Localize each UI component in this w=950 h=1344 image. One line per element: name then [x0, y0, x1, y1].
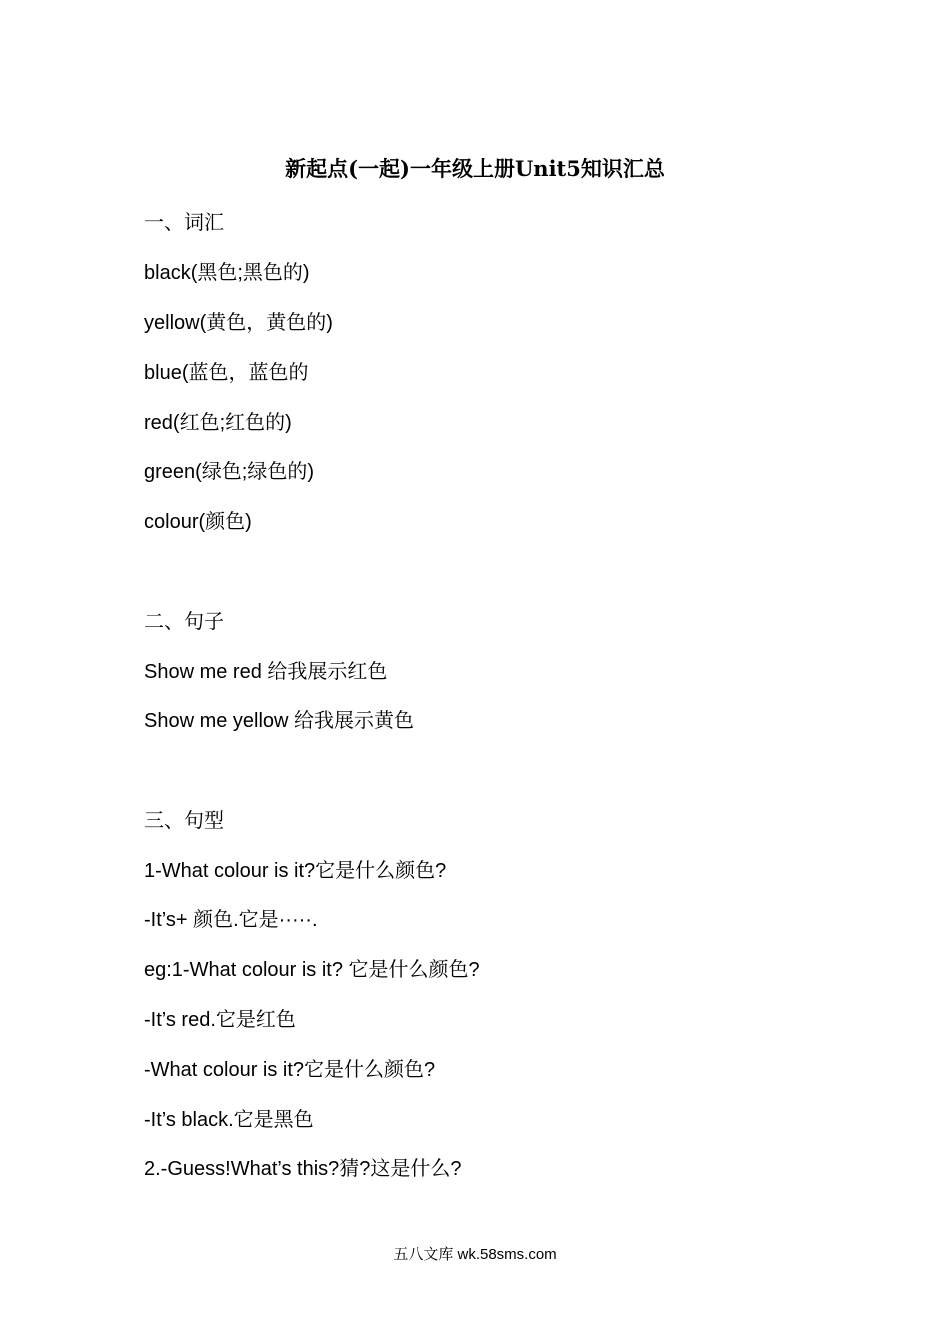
section-heading: 一、词汇	[144, 212, 224, 234]
vocab-line: green(绿色;绿色的)	[144, 461, 315, 483]
vocab-line: yellow(黄色，黄色的)	[144, 312, 333, 334]
document-title: 新起点(一起)一年级上册Unit5知识汇总	[285, 156, 665, 181]
section-heading: 三、句型	[144, 810, 224, 832]
pattern-line: 2.-Guess!What’s this?猜?这是什么?	[144, 1158, 462, 1180]
pattern-line: 1-What colour is it?它是什么颜色?	[144, 860, 447, 882]
vocab-line: red(红色;红色的)	[144, 412, 292, 434]
pattern-line: eg:1-What colour is it? 它是什么颜色?	[144, 959, 480, 981]
vocab-line: black(黑色;黑色的)	[144, 262, 310, 284]
pattern-line: -It’s red.它是红色	[144, 1009, 296, 1031]
pattern-line: -It’s+ 颜色.它是·····.	[144, 909, 318, 931]
pattern-line: -What colour is it?它是什么颜色?	[144, 1059, 436, 1081]
section-heading: 二、句子	[144, 611, 224, 633]
page-footer: 五八文库 wk.58sms.com	[393, 1246, 557, 1263]
pattern-line: -It’s black.它是黑色	[144, 1109, 314, 1131]
vocab-line: colour(颜色)	[144, 511, 252, 533]
sentence-line: Show me red 给我展示红色	[144, 661, 388, 683]
vocab-line: blue(蓝色，蓝色的	[144, 362, 309, 384]
sentence-line: Show me yellow 给我展示黄色	[144, 710, 415, 732]
